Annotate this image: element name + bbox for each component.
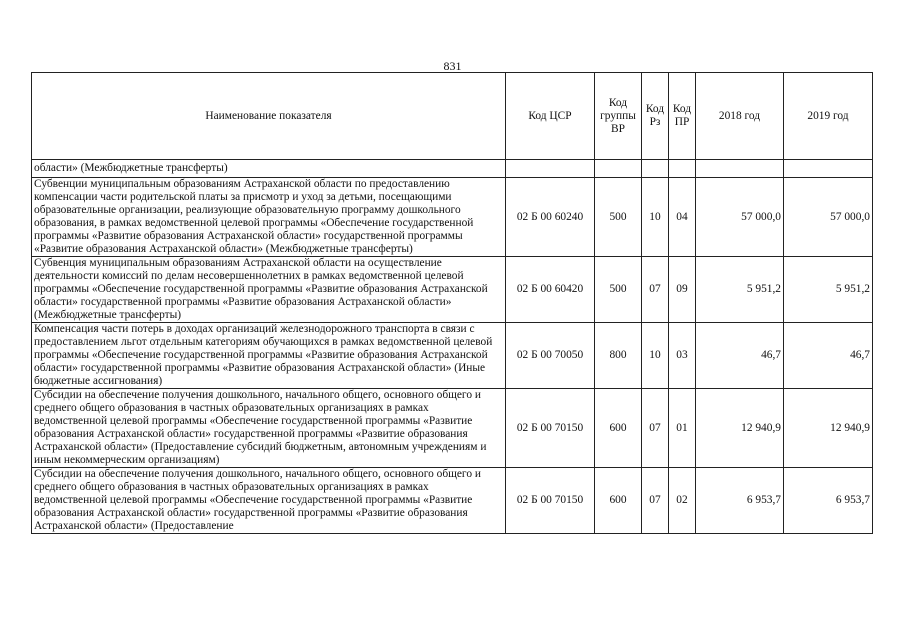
row-2018: 57 000,0	[696, 178, 784, 257]
header-rz: Код Рз	[642, 73, 669, 160]
header-pr: Код ПР	[669, 73, 696, 160]
row-2019: 12 940,9	[784, 389, 873, 468]
row-name: Компенсация части потерь в доходах организаций железнодорожного транспорта в связи с предоставлением льгот отдельным категориям обучающихся в рамках ведомственной целевой программы «Обеспечение государственной программы «Развитие образования Астраханской области» государственной программы «Развитие образования Астраханской области» (Иные бюджетные ассигнования)	[32, 323, 506, 389]
row-vr: 500	[595, 178, 642, 257]
row-2019: 6 953,7	[784, 468, 873, 534]
row-csr	[506, 160, 595, 178]
table-row	[32, 178, 873, 257]
row-2019: 5 951,2	[784, 257, 873, 323]
row-vr	[595, 160, 642, 178]
row-pr: 02	[669, 468, 696, 534]
row-name: Субсидии на обеспечение получения дошкольного, начального общего, основного общего и среднего общего образования в частных образовательных организациях в рамках ведомственной целевой программы «Обеспечение государственной программы «Развитие образования Астраханской области» государственной программы «Развитие образования Астраханской области» (Предоставление	[32, 468, 506, 534]
table-header-row	[32, 73, 873, 160]
table-row	[32, 468, 873, 534]
row-csr: 02 Б 00 60420	[506, 257, 595, 323]
table-row	[32, 323, 873, 389]
table-row	[32, 257, 873, 323]
row-2018: 6 953,7	[696, 468, 784, 534]
row-name: области» (Межбюджетные трансферты)	[32, 160, 506, 178]
row-pr: 04	[669, 178, 696, 257]
header-name: Наименование показателя	[32, 73, 506, 160]
continuation-row	[32, 160, 873, 178]
row-pr	[669, 160, 696, 178]
row-rz: 07	[642, 468, 669, 534]
row-2019	[784, 160, 873, 178]
row-csr: 02 Б 00 70150	[506, 389, 595, 468]
row-name: Субсидии на обеспечение получения дошкольного, начального общего, основного общего и среднего общего образования в частных образовательных организациях в рамках ведомственной целевой программы «Обеспечение государственной программы «Развитие образования Астраханской области» государственной программы «Развитие образования Астраханской области» (Предоставление субсидий бюджетным, автономным учреждениям и иным некоммерческим организациям)	[32, 389, 506, 468]
header-vr: Код группы ВР	[595, 73, 642, 160]
row-pr: 01	[669, 389, 696, 468]
row-rz	[642, 160, 669, 178]
budget-table	[31, 72, 873, 534]
row-2018: 12 940,9	[696, 389, 784, 468]
row-vr: 600	[595, 468, 642, 534]
row-2019: 46,7	[784, 323, 873, 389]
row-vr: 500	[595, 257, 642, 323]
row-csr: 02 Б 00 60240	[506, 178, 595, 257]
row-pr: 03	[669, 323, 696, 389]
row-csr: 02 Б 00 70150	[506, 468, 595, 534]
row-2018: 46,7	[696, 323, 784, 389]
row-rz: 07	[642, 257, 669, 323]
row-2019: 57 000,0	[784, 178, 873, 257]
table-row	[32, 389, 873, 468]
row-rz: 10	[642, 323, 669, 389]
header-2018: 2018 год	[696, 73, 784, 160]
row-csr: 02 Б 00 70050	[506, 323, 595, 389]
header-2019: 2019 год	[784, 73, 873, 160]
row-vr: 800	[595, 323, 642, 389]
row-vr: 600	[595, 389, 642, 468]
row-name: Субвенции муниципальным образованиям Астраханской области по предоставлению компенсации части родительской платы за присмотр и уход за детьми, посещающими образовательные организации, реализующие образовательную программу дошкольного образования, в рамках ведомственной целевой программы «Обеспечение государственной программы «Развитие образования Астраханской области» государственной программы «Развитие образования Астраханской области» (Межбюджетные трансферты)	[32, 178, 506, 257]
row-rz: 07	[642, 389, 669, 468]
page-number: 831	[443, 59, 462, 73]
row-2018	[696, 160, 784, 178]
header-csr: Код ЦСР	[506, 73, 595, 160]
row-pr: 09	[669, 257, 696, 323]
row-2018: 5 951,2	[696, 257, 784, 323]
row-name: Субвенция муниципальным образованиям Астраханской области на осуществление деятельности комиссий по делам несовершеннолетних в рамках ведомственной целевой программы «Обеспечение государственной программы «Развитие образования Астраханской области» государственной программы «Развитие образования Астраханской области» (Межбюджетные трансферты)	[32, 257, 506, 323]
row-rz: 10	[642, 178, 669, 257]
